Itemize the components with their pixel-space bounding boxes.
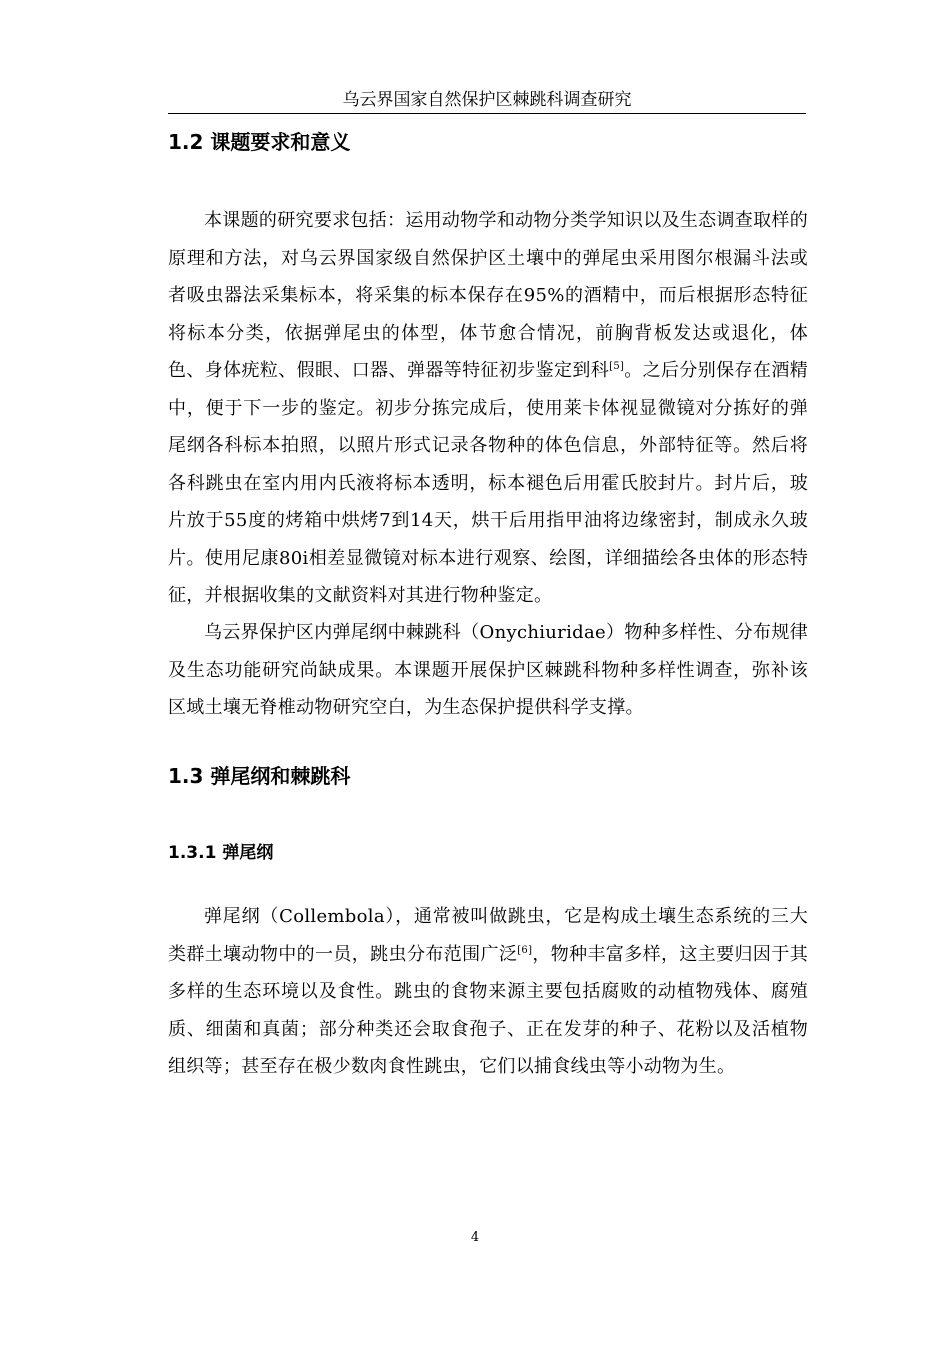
citation-ref: [5] xyxy=(609,361,625,372)
paragraph-text: 。之后分别保存在酒精中，便于下一步的鉴定。初步分拣完成后，使用莱卡体视显微镜对分拣好的弹尾纲各科标本拍照，以照片形式记录各物种的体色信息，外部特征等。然后将各科跳虫在室内用内氏液将标本透明，标本褪色后用霍氏胶封片。封片后，玻片放于55度的烤箱中烘烤7到14天，烘干后用指甲油将边缘密封，制成永久玻片。使用尼康80i相差显微镜对标本进行观察、绘图，详细描绘各虫体的形态特征，并根据收集的文献资料对其进行物种鉴定。 xyxy=(168,360,809,606)
paragraph-collembola xyxy=(168,898,808,1086)
paragraph-text: ，物种丰富多样，这主要归因于其多样的生态环境以及食性。跳虫的食物来源主要包括腐败的动植物残体、腐殖质、细菌和真菌；部分种类还会取食孢子、正在发芽的种子、花粉以及活植物组织等；甚至存在极少数肉食性跳虫，它们以捕食线虫等小动物为生。 xyxy=(168,943,808,1077)
section-heading-1-2: 1.2 课题要求和意义 xyxy=(168,130,351,154)
section-heading-1-3: 1.3 弹尾纲和棘跳科 xyxy=(168,764,351,788)
paragraph-text: 本课题的研究要求包括：运用动物学和动物分类学知识以及生态调查取样的原理和方法，对乌云界国家级自然保护区土壤中的弹尾虫采用图尔根漏斗法或者吸虫器法采集标本，将采集的标本保存在95%的酒精中，而后根据形态特征将标本分类，依据弹尾虫的体型，体节愈合情况，前胸背板发达或退化，体色、身体疣粒、假眼、口器、弹器等特征初步鉴定到科 xyxy=(168,210,808,381)
paragraph-research-requirements xyxy=(168,202,808,615)
citation-ref: [6] xyxy=(517,944,533,956)
paragraph-text: 弹尾纲（Collembola），通常被叫做跳虫，它是构成土壤生态系统的三大类群土壤动物中的一员，跳虫分布范围广泛 xyxy=(168,906,808,965)
running-header: 乌云界国家自然保护区棘跳科调查研究 xyxy=(168,89,806,114)
subsection-heading-1-3-1: 1.3.1 弹尾纲 xyxy=(168,843,274,863)
paragraph-significance: 乌云界保护区内弹尾纲中棘跳科（Onychiuridae）物种多样性、分布规律及生态功能研究尚缺成果。本课题开展保护区棘跳科物种多样性调查，弥补该区域土壤无脊椎动物研究空白，为生态保护提供科学支撑。 xyxy=(168,622,808,718)
page-number: 4 xyxy=(470,1230,480,1245)
